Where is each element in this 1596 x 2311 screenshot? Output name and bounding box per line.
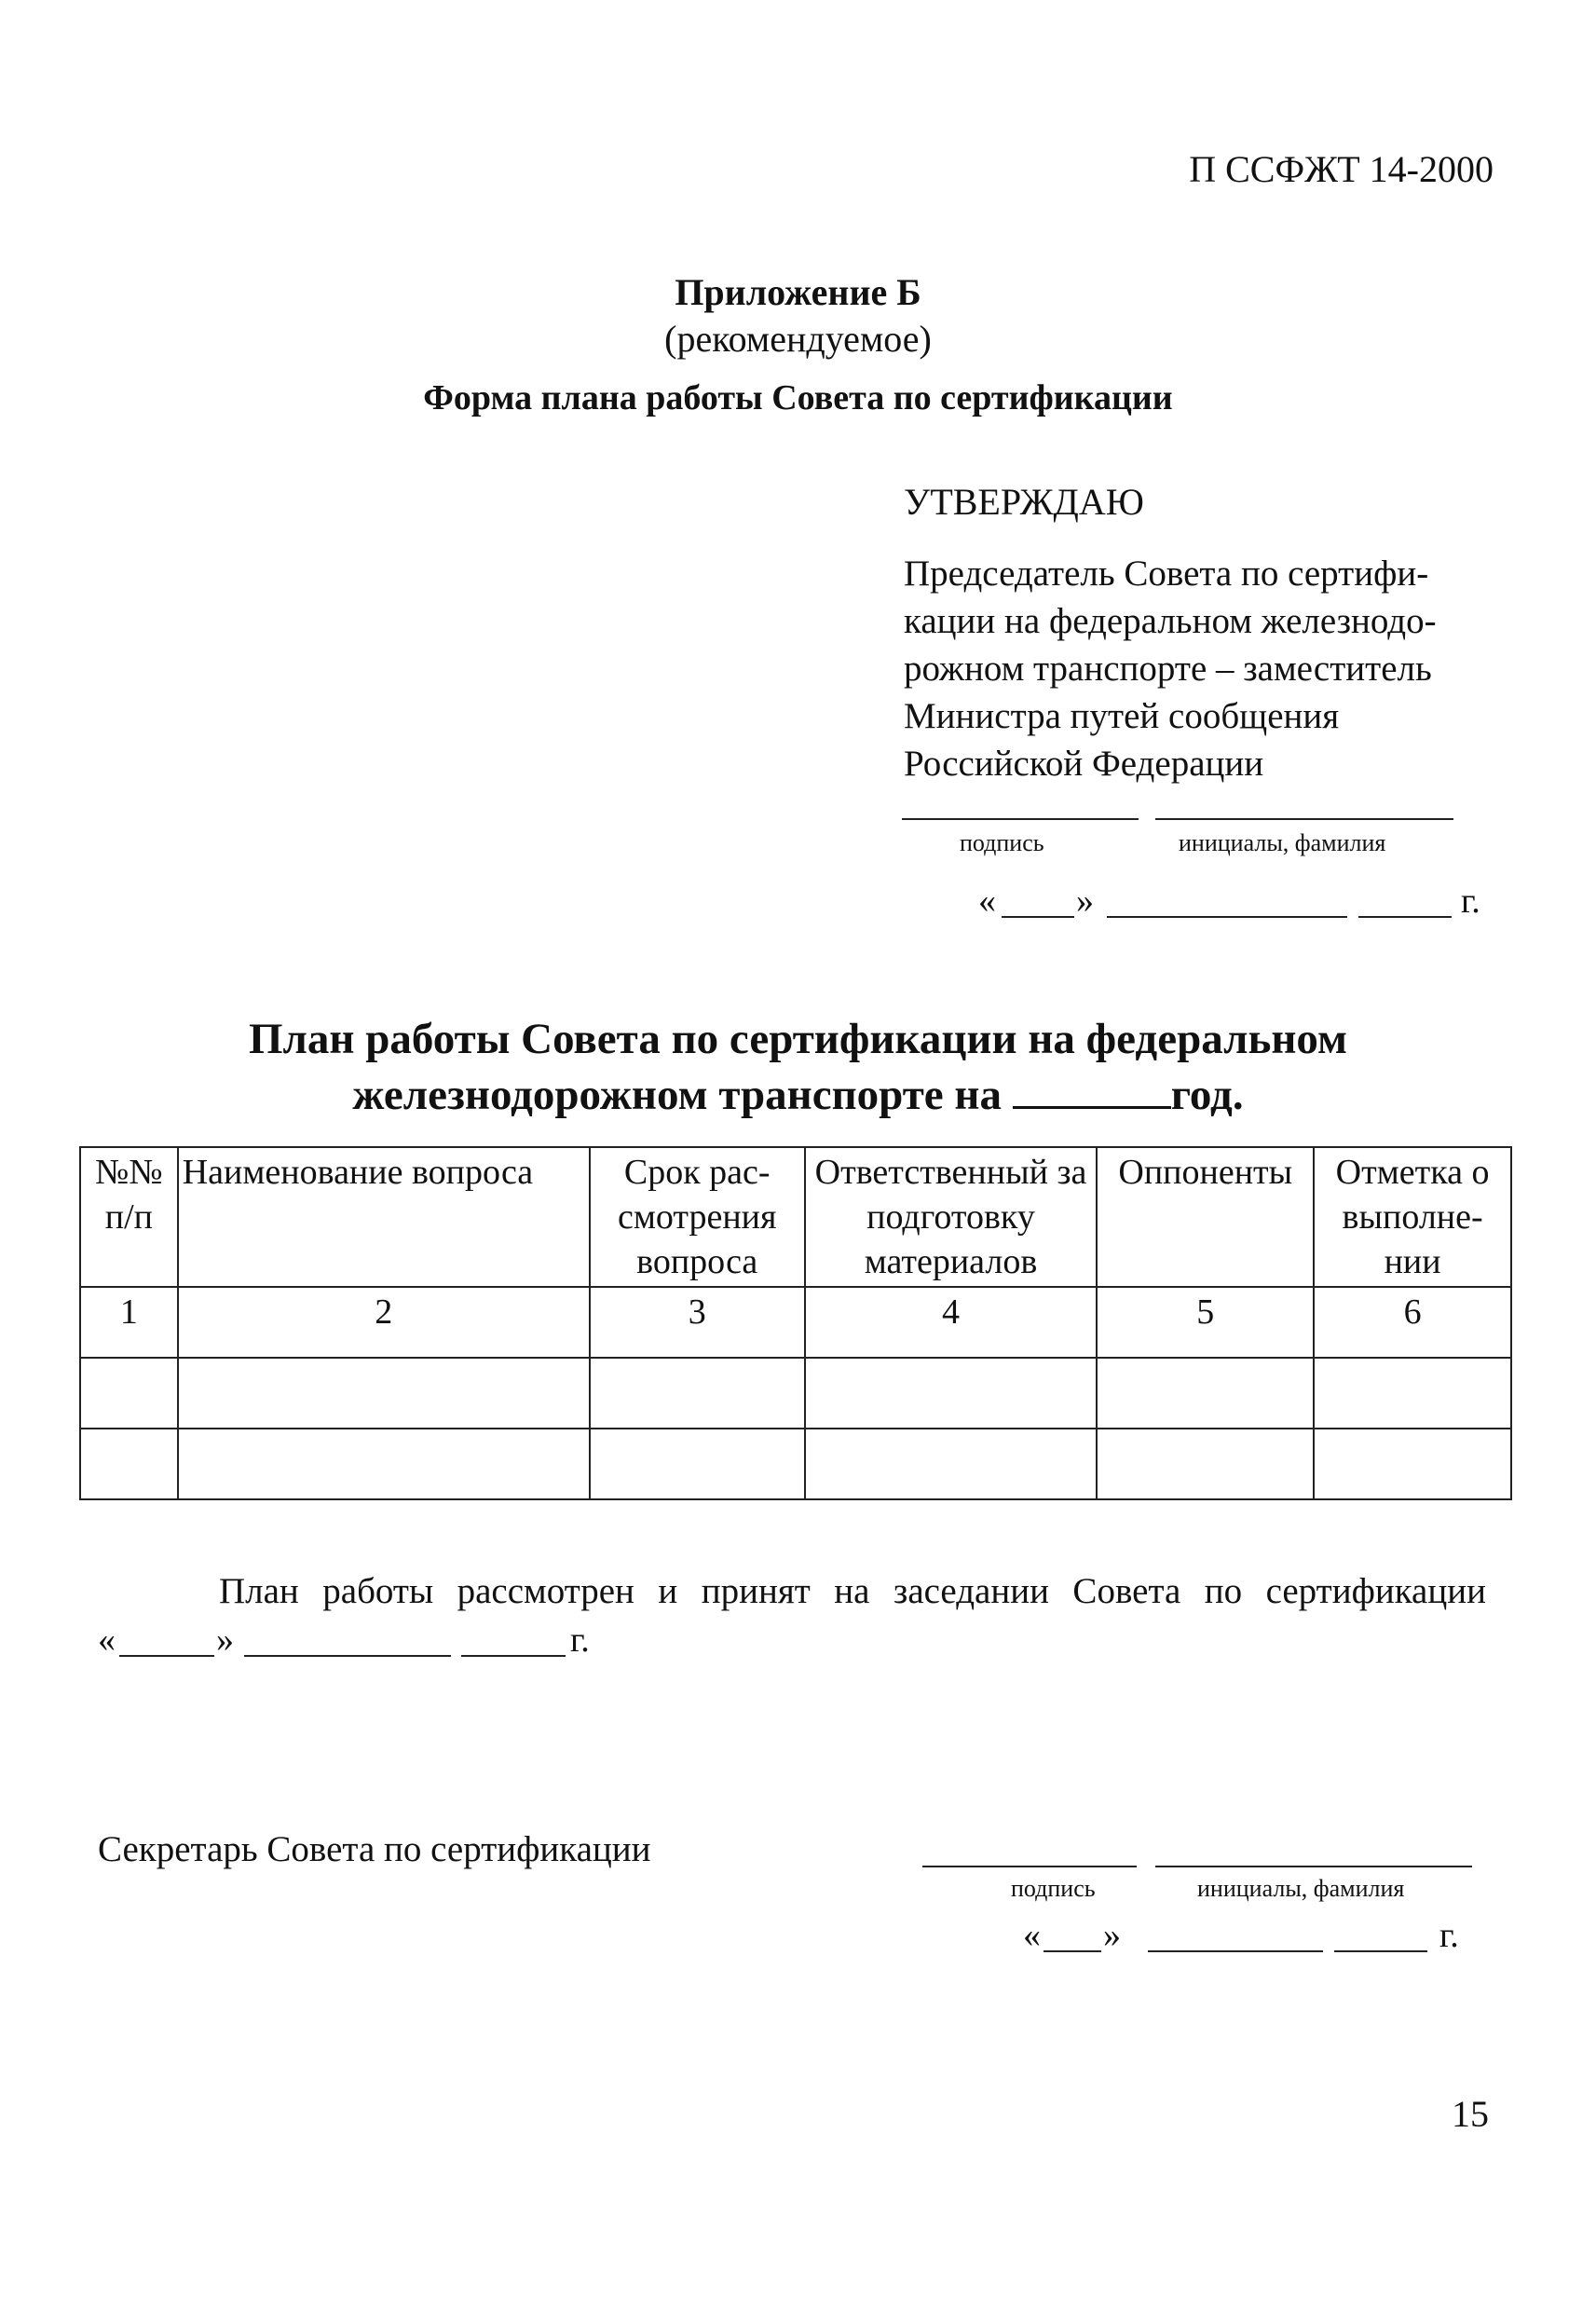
column-number: 5	[1097, 1287, 1314, 1358]
year-blank	[461, 1655, 566, 1657]
column-header-completion: Отметка о выполне-нии	[1314, 1147, 1511, 1287]
day-blank	[1002, 916, 1074, 918]
year-suffix: г.	[1461, 882, 1480, 921]
table-cell	[805, 1429, 1098, 1499]
chair-line: Председатель Совета по сертифи-	[904, 554, 1429, 594]
column-header-number: №№ п/п	[80, 1147, 178, 1287]
day-blank	[1044, 1950, 1101, 1952]
year-blank	[1334, 1950, 1427, 1952]
chair-title	[904, 550, 1500, 787]
table-row	[80, 1358, 1511, 1429]
column-header-opponents: Оппоненты	[1097, 1147, 1314, 1287]
table-cell	[178, 1429, 590, 1499]
plan-heading	[0, 1011, 1596, 1123]
table-cell	[805, 1358, 1098, 1429]
month-blank	[244, 1655, 451, 1657]
plan-heading-suffix: год.	[1170, 1071, 1244, 1119]
plan-heading-line2	[0, 1067, 1596, 1123]
chair-line: Российской Федерации	[904, 744, 1264, 784]
date-open-quote: «	[978, 882, 996, 921]
plan-table	[79, 1146, 1512, 1500]
signature-line	[902, 818, 1139, 820]
year-suffix: г.	[1439, 1916, 1459, 1955]
plan-heading-line1: План работы Совета по сертификации на федеральном	[248, 1015, 1348, 1063]
date-close-quote: »	[1076, 882, 1094, 921]
table-cell	[1097, 1429, 1314, 1499]
column-number: 6	[1314, 1287, 1511, 1358]
column-header-question: Наименование вопроса	[178, 1147, 590, 1287]
table-cell	[590, 1429, 805, 1499]
column-number: 3	[590, 1287, 805, 1358]
table-cell	[1314, 1429, 1511, 1499]
name-line	[1155, 1866, 1472, 1867]
name-caption: инициалы, фамилия	[1179, 829, 1386, 856]
column-number: 4	[805, 1287, 1098, 1358]
column-number-row	[80, 1287, 1511, 1358]
month-blank	[1148, 1950, 1323, 1952]
date-open-quote: «	[1023, 1916, 1041, 1955]
year-blank	[1013, 1069, 1171, 1109]
table-cell	[80, 1429, 178, 1499]
signature-line	[922, 1866, 1137, 1867]
approve-stamp: УТВЕРЖДАЮ	[904, 481, 1144, 523]
accepted-statement: План работы рассмотрен и принят на заседании Совета по сертификации	[219, 1571, 1486, 1611]
chair-line: Министра путей сообщения	[904, 696, 1340, 736]
date-close-quote: »	[216, 1620, 234, 1660]
table-row	[80, 1429, 1511, 1499]
table-cell	[80, 1358, 178, 1429]
page-number: 15	[1452, 2093, 1489, 2135]
name-line	[1155, 818, 1453, 820]
year-blank	[1358, 916, 1452, 918]
table-header-row	[80, 1147, 1511, 1287]
year-suffix: г.	[570, 1620, 590, 1660]
table-cell	[1314, 1358, 1511, 1429]
column-number: 2	[178, 1287, 590, 1358]
date-open-quote: «	[98, 1620, 116, 1660]
table-cell	[590, 1358, 805, 1429]
column-number: 1	[80, 1287, 178, 1358]
form-title: Форма плана работы Совета по сертификации	[423, 378, 1173, 417]
name-caption: инициалы, фамилия	[1197, 1875, 1405, 1902]
column-header-deadline: Срок рас-смотрения вопроса	[590, 1147, 805, 1287]
table-cell	[1097, 1358, 1314, 1429]
month-blank	[1107, 916, 1347, 918]
chair-line: кации на федеральном железнодо-	[904, 601, 1437, 641]
document-code: П ССФЖТ 14-2000	[1189, 148, 1494, 190]
signature-caption: подпись	[960, 829, 1044, 856]
chair-line: рожном транспорте – заместитель	[904, 649, 1432, 689]
appendix-status: (рекомендуемое)	[664, 318, 932, 360]
day-blank	[119, 1655, 214, 1657]
appendix-title: Приложение Б	[675, 271, 921, 313]
signature-caption: подпись	[1011, 1875, 1096, 1902]
plan-heading-text: железнодорожном транспорте на	[352, 1071, 1002, 1119]
secretary-title: Секретарь Совета по сертификации	[98, 1829, 651, 1869]
column-header-responsible: Ответственный за подготовку материалов	[805, 1147, 1098, 1287]
table-cell	[178, 1358, 590, 1429]
date-close-quote: »	[1103, 1916, 1121, 1955]
